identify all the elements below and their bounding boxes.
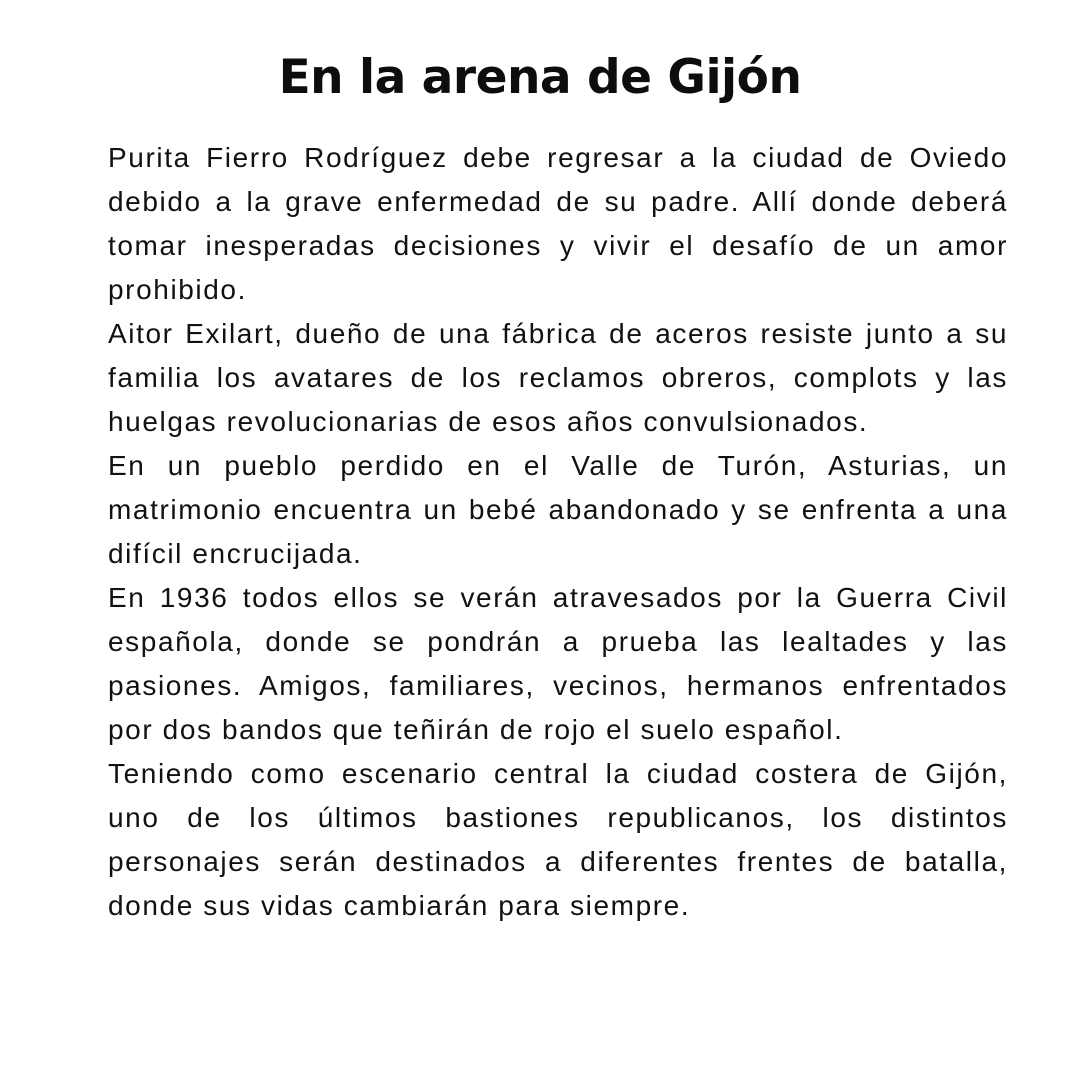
paragraph-4: En 1936 todos ellos se verán atravesados por la Guerra Civil española, donde se pondrán a prueba las lealtades y las pasiones. Amigos, familiares, vecinos, hermanos enfrentados por dos bandos que teñirán de rojo el suelo español. [108,582,1008,745]
paragraph-5: Teniendo como escenario central la ciudad costera de Gijón, uno de los últimos bastiones republicanos, los distintos personajes serán destinados a diferentes frentes de batalla, donde sus vidas cambiarán para siempre. [108,758,1008,921]
paragraph-3: En un pueblo perdido en el Valle de Turón, Asturias, un matrimonio encuentra un bebé abandonado y se enfrenta a una difícil encrucijada. [108,450,1008,569]
paragraph-2: Aitor Exilart, dueño de una fábrica de aceros resiste junto a su familia los avatares de los reclamos obreros, complots y las huelgas revolucionarias de esos años convulsionados. [108,318,1008,437]
page-title: En la arena de Gijón [278,50,802,105]
paragraph-1: Purita Fierro Rodríguez debe regresar a la ciudad de Oviedo debido a la grave enfermedad de su padre. Allí donde deberá tomar inesperadas decisiones y vivir el desafío de un amor prohibido. [108,142,1008,305]
synopsis-body [108,136,1008,928]
